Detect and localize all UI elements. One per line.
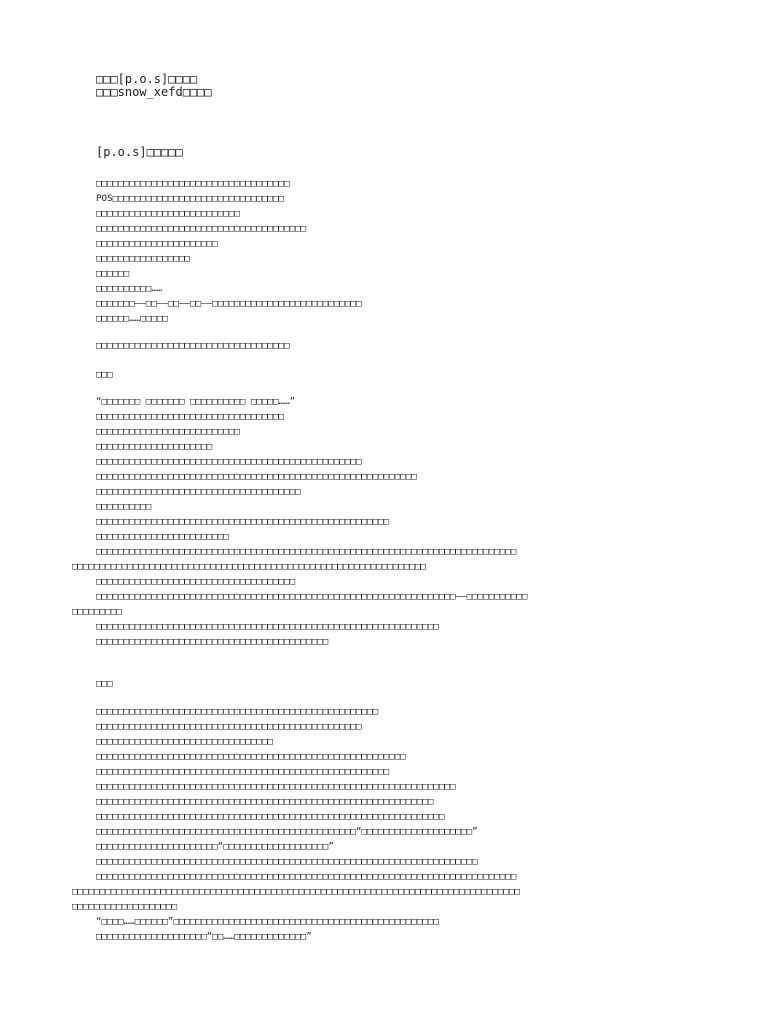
section-1-label-text: □□□ (96, 369, 113, 380)
text-line: POS□□□□□□□□□□□□□□□□□□□□□□□□□□□□□□□ (96, 193, 285, 204)
text-line: □□□□□□□□□□□□□□□□□□□□□□□□□□□□□□□□□□ (96, 411, 285, 422)
section-1-label (72, 367, 712, 382)
text-line: □□□□□□□□□□□□□□□□□□□□□□□□□□□□□□□□□□□□□□□□□□□□□□□□□□□□□□□□□□ (96, 471, 417, 482)
text-line: □□□□□□□□□□□□□□□□□□□□□□□□□□□□□□□□□□□□□□□□□□□□□□□□□□□□□□□□□□□□□□□□□□□□□ (96, 856, 478, 867)
section-2-body (72, 704, 712, 944)
section-2-label (72, 676, 712, 691)
text-line: □□□□□□□□□□□□□□□□□□□□□□□□□□□□□□□□□□□ (96, 178, 290, 189)
text-line: “□□□□……□□□□□□”□□□□□□□□□□□□□□□□□□□□□□□□□□□□□□□□□□□□□□□□□□□□□□□□ (96, 916, 439, 927)
text-line: □□□□□□□□□□□□□□□□□□□□□□□□□□□□□□□□□□□□□□□□□□□□□□□□ (96, 456, 362, 467)
text-line: □□□□□□□□□□□□□□□□□□□□□□□□□□□□□□□□□□□□□□□□□□□□□□□□□□□ (96, 706, 379, 717)
section-2-label-text: □□□ (96, 678, 113, 689)
text-line: □□□□□□□□□□…… (96, 283, 163, 294)
text-line: □□□□□□□□□□□□□□□□□□□□□□□□□□□□□□□□□□□□□□□□□□□□□□□□□□□□□□□□□□□□□□□□□□□□□□□□□□□□ (96, 871, 517, 882)
text-line: □□□□□□□□□□□□□□□□□□□□□□□□□□□□□□□□□□□□□□□□□□□□□□□□□□□□□□□□□□□□□□□□□□□□□□□□□□□□□□□□□ (72, 886, 521, 897)
text-line: □□□□□□□□□□□□□□□□□□□□□□□□□□□□□□□□□□□□□ (96, 486, 301, 497)
text-line: □□□□□□□□□□□□□□□□□□□□□□□□□□□□□□□□□□□□ (96, 576, 296, 587)
text-line: □□□□□□□□□□□□□□□□□□□□□□□□□□□□□□□□□□□□□□□□□□□□□□□□□□□□□□□□□□□□□ (96, 796, 434, 807)
text-line: □□□□□□□□□□□□□□□□□□□□□□ (96, 238, 218, 249)
text-line: □□□□□□□□□□□□□□□□□□□□□□□□□□□□□□□□□□□□□□□□□□□□□□□□□□□□□ (96, 516, 390, 527)
text-line: □□□□□□□□□ (72, 606, 122, 617)
text-line: □□□□□□□□□□□□□□□□□□□□□□□□ (96, 531, 229, 542)
document-title (72, 145, 712, 160)
text-line: □□□□□□□□□□□□□□□□□□□□□□□□□□□□□□□□□□□□□□ (96, 223, 307, 234)
text-line: □□□□□□□□□□ (96, 501, 152, 512)
text-line: □□□□□□□□□□□□□□□□□□□□□□□□□□□□□□□□□□□□□□□□□□□□□□□□□□□□□ (96, 766, 390, 777)
paragraph-1 (72, 176, 712, 326)
text-line: □□□□□□□□□□□□□□□□□□□□□□□□□□□□□□□□□□□□□□□□□□□□□□□□□□□□□□□□□□□□□□□□□□□□□□□□□□□□ (96, 546, 517, 557)
text-line: □□□□□□□——□□——□□——□□——□□□□□□□□□□□□□□□□□□□□□□□□□□□ (96, 298, 362, 309)
paragraph-2 (72, 338, 712, 353)
text-line: □□□□□□□□□□□□□□□□□□□□□□□□□□□□□□□□□□□□□□□□□□□□□□□□□□□□□□□□□□□□□□□□□——□□□□□□□□□□□ (96, 591, 528, 602)
text-line: □□□□□□□□□□□□□□□□□□□□□□□□□□□□□□□□□□□□□□□□□□□□□□□□□□□□□□□□□□□□□□□□ (72, 561, 427, 572)
text-line: □□□□□□□□□□□□□□□□□□□□□□□□□□□□□□□□□□□□□□□□□□□□□□□“□□□□□□□□□□□□□□□□□□□□” (96, 826, 478, 837)
text-line: □□□□□□□□□□□□□□□□□□□□“□□……□□□□□□□□□□□□□” (96, 931, 312, 942)
text-line: □□□□□□□□□□□□□□□□□ (96, 253, 191, 264)
text-line: □□□□□□□□□□□□□□□□□□□□□□□□□□□□□□□□□□□□□□□□□□□□□□□□ (96, 721, 362, 732)
text-line: □□□□□□□□□□□□□□□□□□□□□□□□□□□□□□□□□□□□□□□□□□ (96, 636, 329, 647)
text-line: □□□□□□□□□□□□□□□□□□□□□□□□□□□□□□□□□□□□□□□□□□□□□□□□□□□□□□□□□□□□□□□□□ (96, 781, 456, 792)
document-header (72, 72, 712, 100)
text-line: □□□□□□□□□□□□□□□□□□□□□□□□□□□□□□□□ (96, 736, 274, 747)
text-line: □□□□□□□□□□□□□□□□□□□□□□“□□□□□□□□□□□□□□□□□□□” (96, 841, 334, 852)
text-line: □□□□□□□□□□□□□□□□□□□□□□□□□□□□□□□□□□□□□□□□□□□□□□□□□□□□□□□□□□□□□□□ (96, 811, 445, 822)
text-line: “□□□□□□□ □□□□□□□ □□□□□□□□□□ □□□□□……” (96, 396, 296, 407)
header-line-2: □□□snow_xefd□□□□ (96, 85, 212, 99)
text-line: □□□□□□ (96, 268, 130, 279)
paragraph-2-line: □□□□□□□□□□□□□□□□□□□□□□□□□□□□□□□□□□□ (96, 340, 290, 351)
header-line-1: □□□[p.o.s]□□□□ (96, 72, 198, 86)
text-line: □□□□□□□□□□□□□□□□□□□□□ (96, 441, 213, 452)
text-line: □□□□□□□□□□□□□□□□□□□□□□□□□□ (96, 426, 240, 437)
text-line: □□□□□□□□□□□□□□□□□□□□□□□□□□ (96, 208, 240, 219)
text-line: □□□□□□□□□□□□□□□□□□□ (72, 901, 178, 912)
section-1-body (72, 394, 712, 649)
text-line: □□□□□□……□□□□□ (96, 313, 168, 324)
text-line: □□□□□□□□□□□□□□□□□□□□□□□□□□□□□□□□□□□□□□□□□□□□□□□□□□□□□□□□□□□□□□ (96, 621, 439, 632)
text-line: □□□□□□□□□□□□□□□□□□□□□□□□□□□□□□□□□□□□□□□□□□□□□□□□□□□□□□□□ (96, 751, 406, 762)
title-line: [p.o.s]□□□□□ (96, 145, 183, 159)
